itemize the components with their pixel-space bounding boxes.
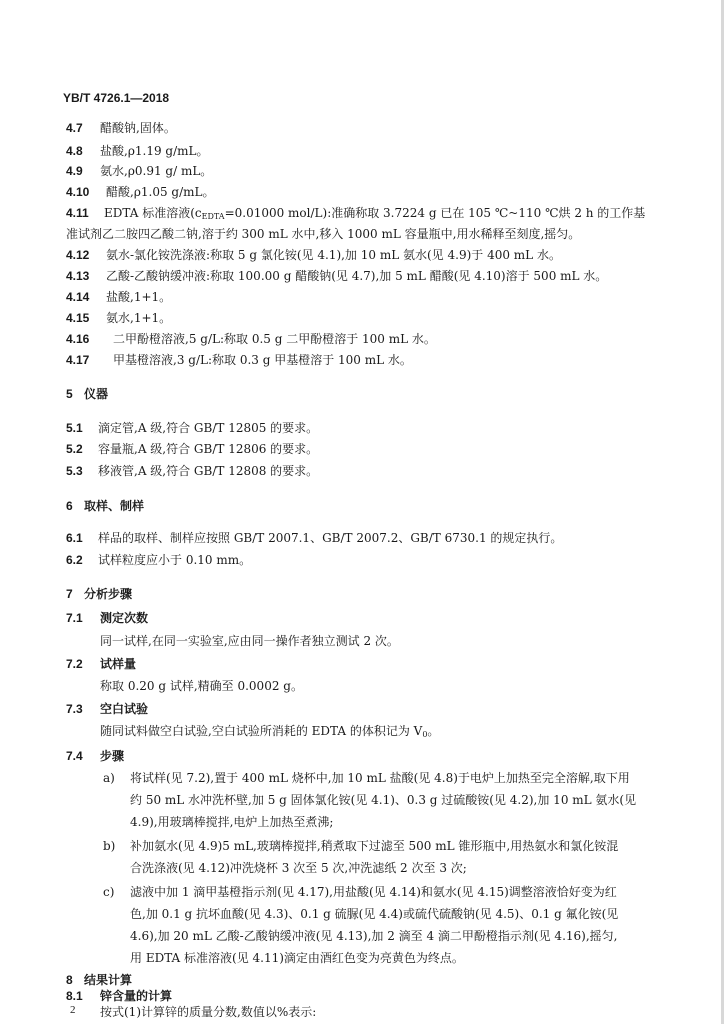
step-a-line: 将试样(见 7.2),置于 400 mL 烧杯中,加 10 mL 盐酸(见 4.8)于电炉上加热至完全溶解,取下用 — [130, 771, 630, 785]
step-b-line: 补加氨水(见 4.9)5 mL,玻璃棒搅拌,稍煮取下过滤至 500 mL 锥形瓶中,用热氨水和氯化铵混 — [130, 839, 619, 853]
step-b-line: 合洗涤液(见 4.12)冲洗烧杯 3 次至 5 次,冲洗滤纸 2 次至 3 次; — [130, 861, 467, 875]
body-7-2: 称取 0.20 g 试样,精确至 0.0002 g。 — [100, 679, 303, 693]
body-7-3: 随同试料做空白试验,空白试验所消耗的 EDTA 的体积记为 $V_0$。 — [100, 724, 440, 739]
heading-7-3: 7.3 空白试验 — [66, 702, 149, 716]
step-c-line: 用 EDTA 标准溶液(见 4.11)滴定由酒红色变为亮黄色为终点。 — [130, 951, 464, 965]
body-8-1: 按式(1)计算锌的质量分数,数值以%表示: — [100, 1005, 317, 1019]
step-a-line: 约 50 mL 水冲洗杯壁,加 5 g 固体氯化铵(见 4.1)、0.3 g 过硫酸铵(见 4.2),加 10 mL 氨水(见 — [130, 793, 637, 807]
reagent-4-14: 4.14 盐酸,1+1。 — [66, 290, 172, 304]
page-number: 2 — [70, 1004, 76, 1016]
item-5-1: 5.1 滴定管,A 级,符合 GB/T 12805 的要求。 — [66, 421, 319, 435]
reagent-4-11-cont: 准试剂乙二胺四乙酸二钠,溶于约 300 mL 水中,移入 1000 mL 容量瓶中,用水稀释至刻度,摇匀。 — [66, 227, 581, 241]
item-5-2: 5.2 容量瓶,A 级,符合 GB/T 12806 的要求。 — [66, 442, 319, 456]
reagent-4-15: 4.15 氨水,1+1。 — [66, 311, 172, 325]
heading-7-4: 7.4 步骤 — [66, 749, 125, 763]
reagent-4-7: 4.7 醋酸钠,固体。 — [66, 121, 176, 135]
section-8-heading: 8 结果计算 — [66, 973, 133, 987]
item-6-1: 6.1 样品的取样、制样应按照 GB/T 2007.1、GB/T 2007.2、GB/T 6730.1 的规定执行。 — [66, 531, 563, 545]
reagent-4-10: 4.10 醋酸,ρ1.05 g/mL。 — [66, 185, 215, 199]
section-5-heading: 5 仪器 — [66, 387, 109, 401]
reagent-4-17: 4.17 甲基橙溶液,3 g/L:称取 0.3 g 甲基橙溶于 100 mL 水。 — [66, 353, 412, 367]
item-6-2: 6.2 试样粒度应小于 0.10 mm。 — [66, 553, 252, 567]
reagent-4-12: 4.12 氨水-氯化铵洗涤液:称取 5 g 氯化铵(见 4.1),加 10 mL 氨水(见 4.9)于 400 mL 水。 — [66, 248, 561, 262]
step-b-label: b) — [103, 839, 116, 853]
heading-7-1: 7.1 测定次数 — [66, 611, 149, 625]
step-a-label: a) — [103, 771, 115, 785]
section-6-heading: 6 取样、制样 — [66, 499, 145, 513]
reagent-4-9: 4.9 氨水,ρ0.91 g/ mL。 — [66, 164, 213, 178]
step-c-line: 色,加 0.1 g 抗坏血酸(见 4.3)、0.1 g 硫脲(见 4.4)或硫代硫酸钠(见 4.5)、0.1 g 氟化铵(见 — [130, 907, 619, 921]
standard-code: YB/T 4726.1—2018 — [63, 91, 170, 105]
reagent-4-16: 4.16 二甲酚橙溶液,5 g/L:称取 0.5 g 二甲酚橙溶于 100 mL 水。 — [66, 332, 436, 346]
section-7-heading: 7 分析步骤 — [66, 587, 133, 601]
body-7-1: 同一试样,在同一实验室,应由同一操作者独立测试 2 次。 — [100, 634, 399, 648]
reagent-4-11: 4.11 EDTA 标准溶液($c_{EDTA}=0.01000$ mol/L):准确称取 3.7224 g 已在 105 ℃~110 ℃烘 2 h 的工作基 — [66, 206, 646, 221]
heading-8-1: 8.1 锌含量的计算 — [66, 989, 173, 1003]
item-5-3: 5.3 移液管,A 级,符合 GB/T 12808 的要求。 — [66, 464, 319, 478]
reagent-4-8: 4.8 盐酸,ρ1.19 g/mL。 — [66, 144, 209, 158]
step-a-line: 4.9),用玻璃棒搅拌,电炉上加热至煮沸; — [130, 815, 334, 829]
reagent-4-13: 4.13 乙酸-乙酸钠缓冲液:称取 100.00 g 醋酸钠(见 4.7),加 5 mL 醋酸(见 4.10)溶于 500 mL 水。 — [66, 269, 608, 283]
step-c-line: 滤液中加 1 滴甲基橙指示剂(见 4.17),用盐酸(见 4.14)和氨水(见 4.15)调整溶液恰好变为红 — [130, 885, 617, 899]
step-c-label: c) — [103, 885, 115, 899]
heading-7-2: 7.2 试样量 — [66, 657, 137, 671]
step-c-line: 4.6),加 20 mL 乙酸-乙酸钠缓冲液(见 4.13),加 2 滴至 4 滴二甲酚橙指示剂(见 4.16),摇匀, — [130, 929, 618, 943]
